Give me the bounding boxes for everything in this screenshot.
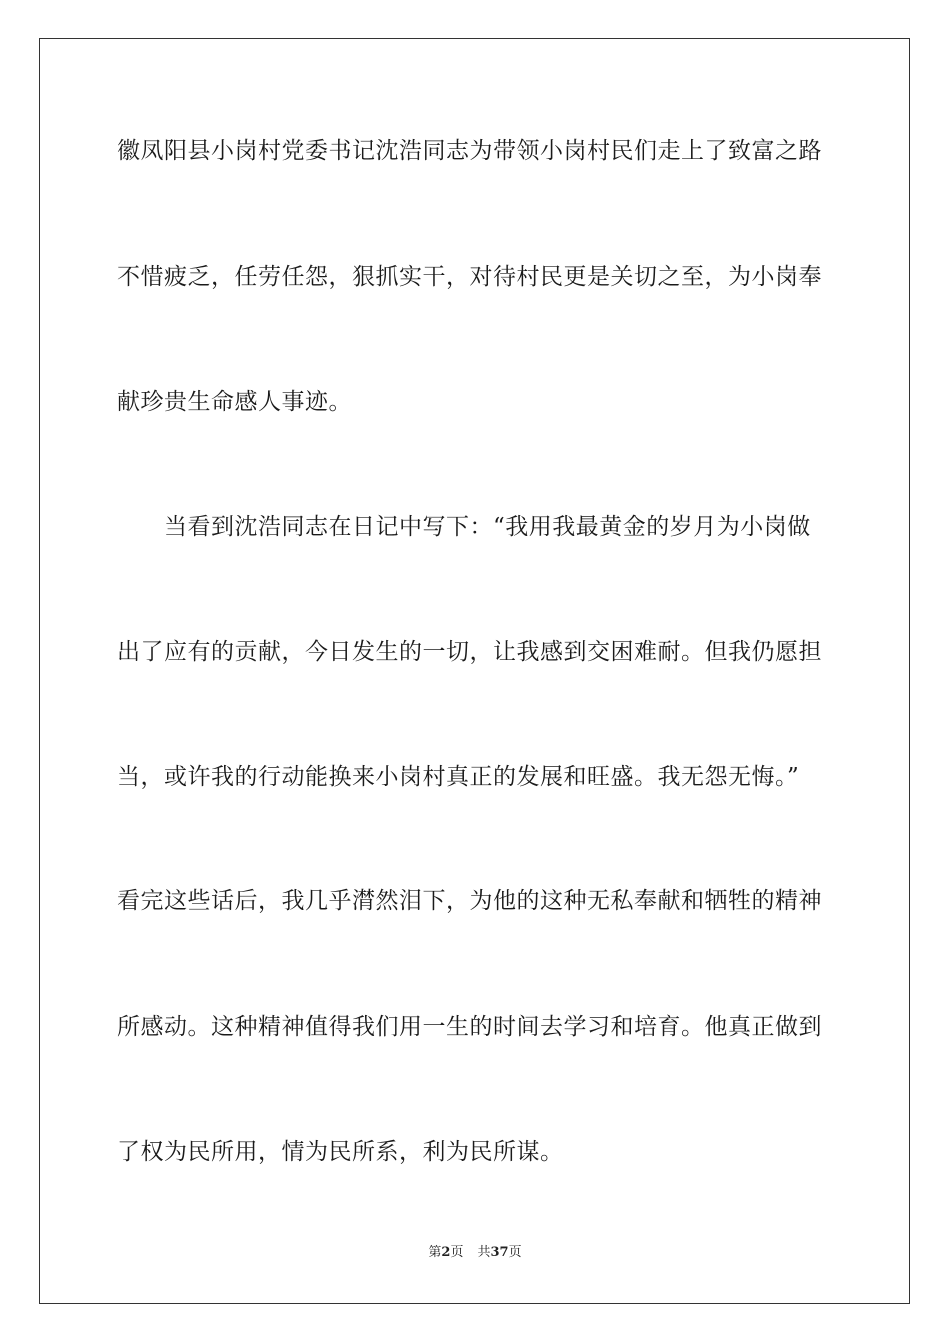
page-border [39, 38, 910, 1304]
page-suffix: 页 [450, 1245, 464, 1260]
page-number: 2 [441, 1245, 451, 1260]
paragraph-line: 徽凤阳县小岗村党委书记沈浩同志为带领小岗村民们走上了致富之路 [117, 138, 822, 164]
paragraph-line: 当，或许我的行动能换来小岗村真正的发展和旺盛。我无怨无悔。” [117, 764, 800, 790]
paragraph-line: 了权为民所用，情为民所系，利为民所谋。 [117, 1139, 564, 1165]
paragraph-line: 不惜疲乏，任劳任怨，狠抓实干，对待村民更是关切之至，为小岗奉 [117, 264, 822, 290]
total-suffix: 页 [508, 1245, 522, 1260]
page-prefix: 第 [428, 1245, 442, 1260]
total-prefix: 共 [477, 1245, 491, 1260]
paragraph-line: 所感动。这种精神值得我们用一生的时间去学习和培育。他真正做到 [117, 1014, 822, 1040]
page-footer [0, 1244, 950, 1262]
paragraph-line: 献珍贵生命感人事迹。 [117, 389, 352, 415]
paragraph-line: 当看到沈浩同志在日记中写下：“我用我最黄金的岁月为小岗做 [117, 514, 811, 540]
page-total: 37 [490, 1245, 509, 1260]
paragraph-line: 出了应有的贡献，今日发生的一切，让我感到交困难耐。但我仍愿担 [117, 639, 822, 665]
paragraph-line: 看完这些话后，我几乎潸然泪下，为他的这种无私奉献和牺牲的精神 [117, 888, 822, 914]
